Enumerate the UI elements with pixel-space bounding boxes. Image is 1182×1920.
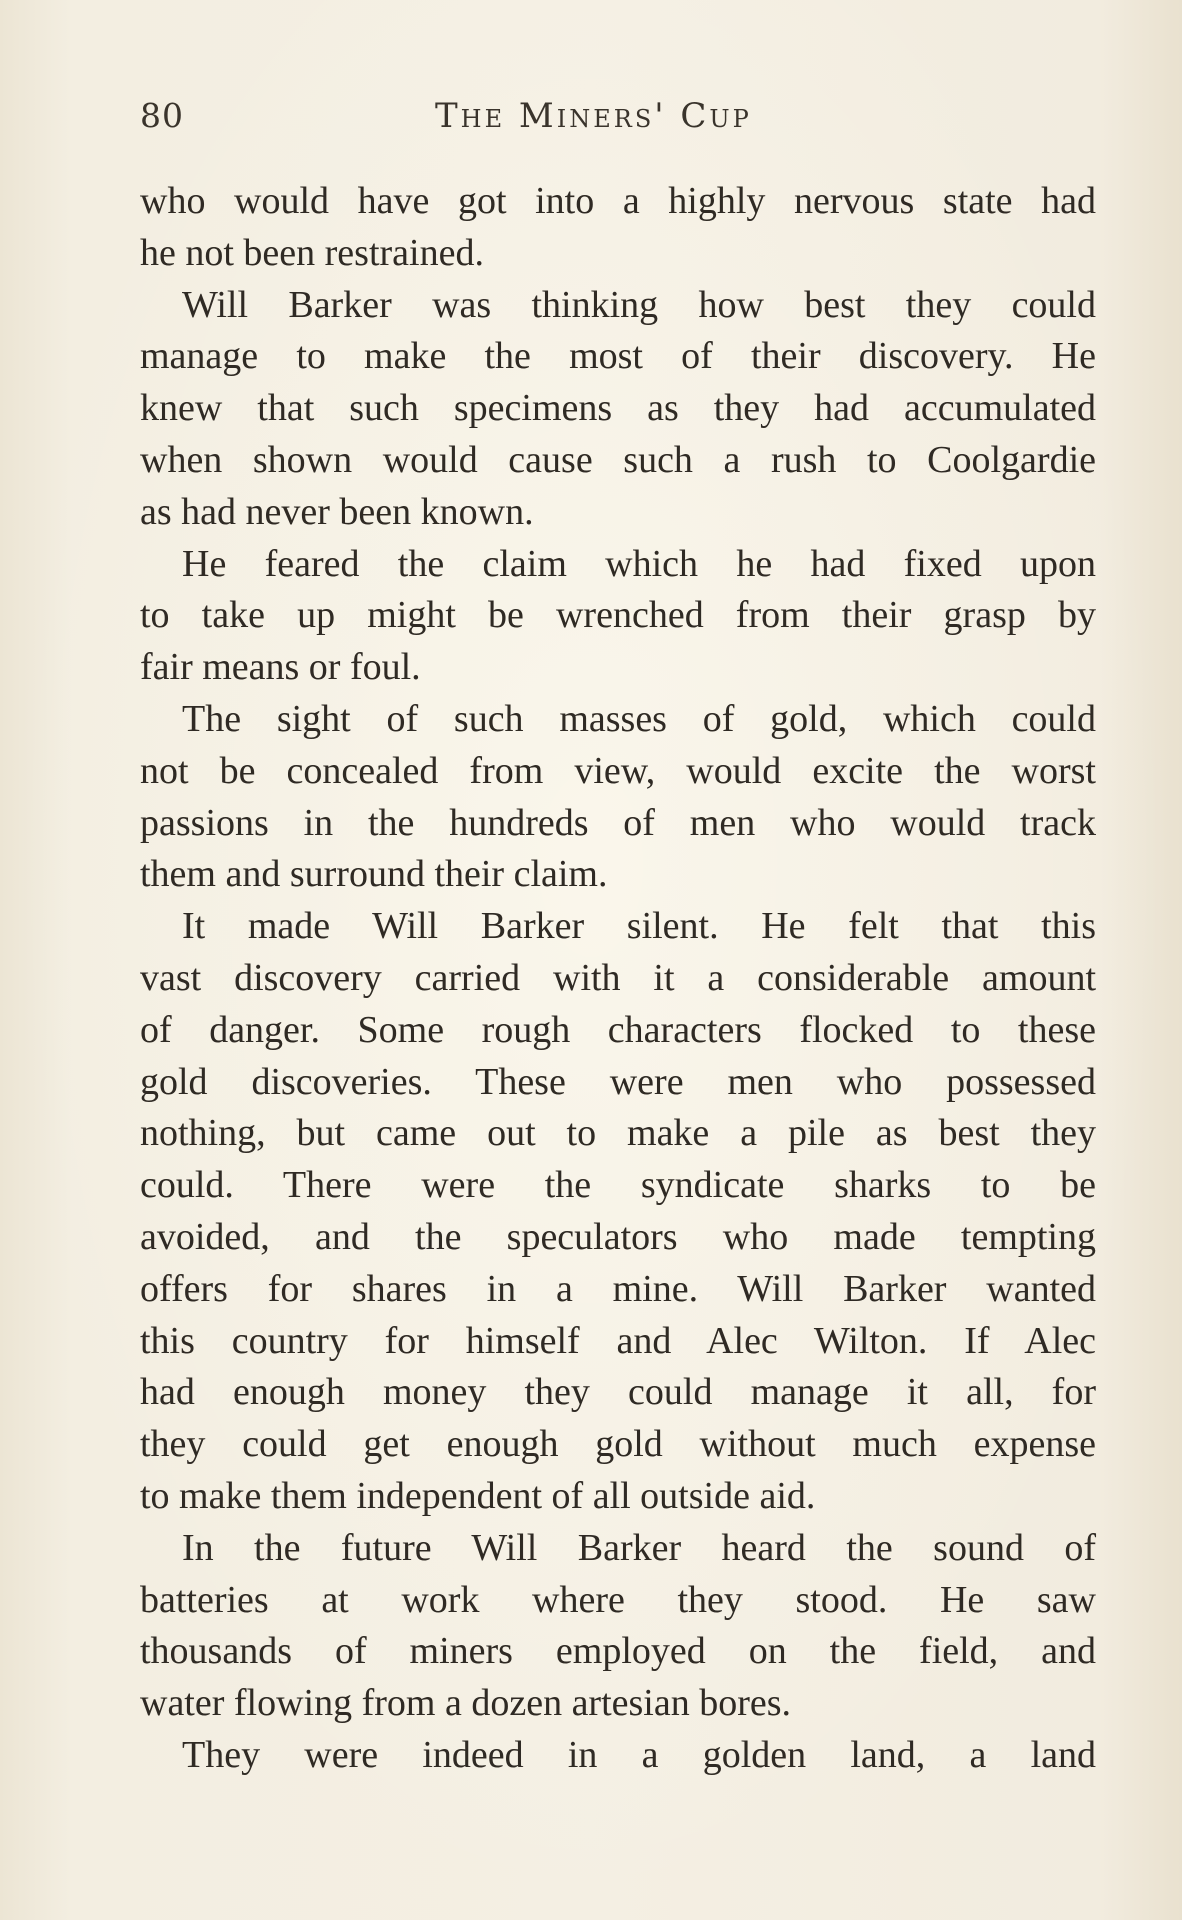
text-line: as had never been known. — [140, 490, 534, 533]
text-line: vast discovery carried with it a considerable amount — [140, 956, 1096, 999]
text-line: this country for himself and Alec Wilton. If Alec — [140, 1319, 1096, 1362]
text-line: to make them independent of all outside aid. — [140, 1474, 816, 1517]
text-line: batteries at work where they stood. He saw — [140, 1578, 1096, 1621]
body-text — [140, 176, 1096, 1782]
page-number: 80 — [140, 96, 184, 135]
text-line: water flowing from a dozen artesian bores. — [140, 1682, 792, 1725]
text-line: not be concealed from view, would excite the worst — [140, 749, 1096, 792]
text-line: It made Will Barker silent. He felt that this — [182, 905, 1096, 948]
page-header — [140, 96, 1100, 146]
text-line: avoided, and the speculators who made tempting — [140, 1215, 1096, 1258]
text-line: They were indeed in a golden land, a land — [182, 1733, 1096, 1776]
text-line: Will Barker was thinking how best they could — [182, 283, 1096, 326]
text-line: In the future Will Barker heard the sound of — [182, 1526, 1096, 1569]
text-line: thousands of miners employed on the field, and — [140, 1630, 1096, 1673]
text-line: offers for shares in a mine. Will Barker wanted — [140, 1267, 1096, 1310]
text-line: had enough money they could manage it all, for — [140, 1371, 1096, 1414]
text-line: who would have got into a highly nervous state had — [140, 180, 1096, 222]
text-line: passions in the hundreds of men who would track — [140, 801, 1096, 844]
text-line: fair means or foul. — [140, 646, 421, 689]
text-line: to take up might be wrenched from their grasp by — [140, 594, 1096, 637]
text-line: they could get enough gold without much expense — [140, 1423, 1096, 1466]
text-line: manage to make the most of their discovery. He — [140, 335, 1096, 378]
text-line: The sight of such masses of gold, which could — [182, 697, 1096, 740]
text-line: them and surround their claim. — [140, 853, 608, 896]
running-title: The Miners' Cup — [435, 96, 752, 136]
text-line: he not been restrained. — [140, 231, 484, 274]
text-line: gold discoveries. These were men who possessed — [140, 1060, 1096, 1103]
text-line: could. There were the syndicate sharks to be — [140, 1164, 1096, 1207]
text-line: knew that such specimens as they had accumulated — [140, 387, 1096, 430]
text-line: nothing, but came out to make a pile as best they — [140, 1112, 1096, 1155]
text-line: when shown would cause such a rush to Coolgardie — [140, 438, 1096, 481]
text-line: He feared the claim which he had fixed upon — [182, 542, 1096, 585]
text-line: of danger. Some rough characters flocked to these — [140, 1008, 1096, 1051]
